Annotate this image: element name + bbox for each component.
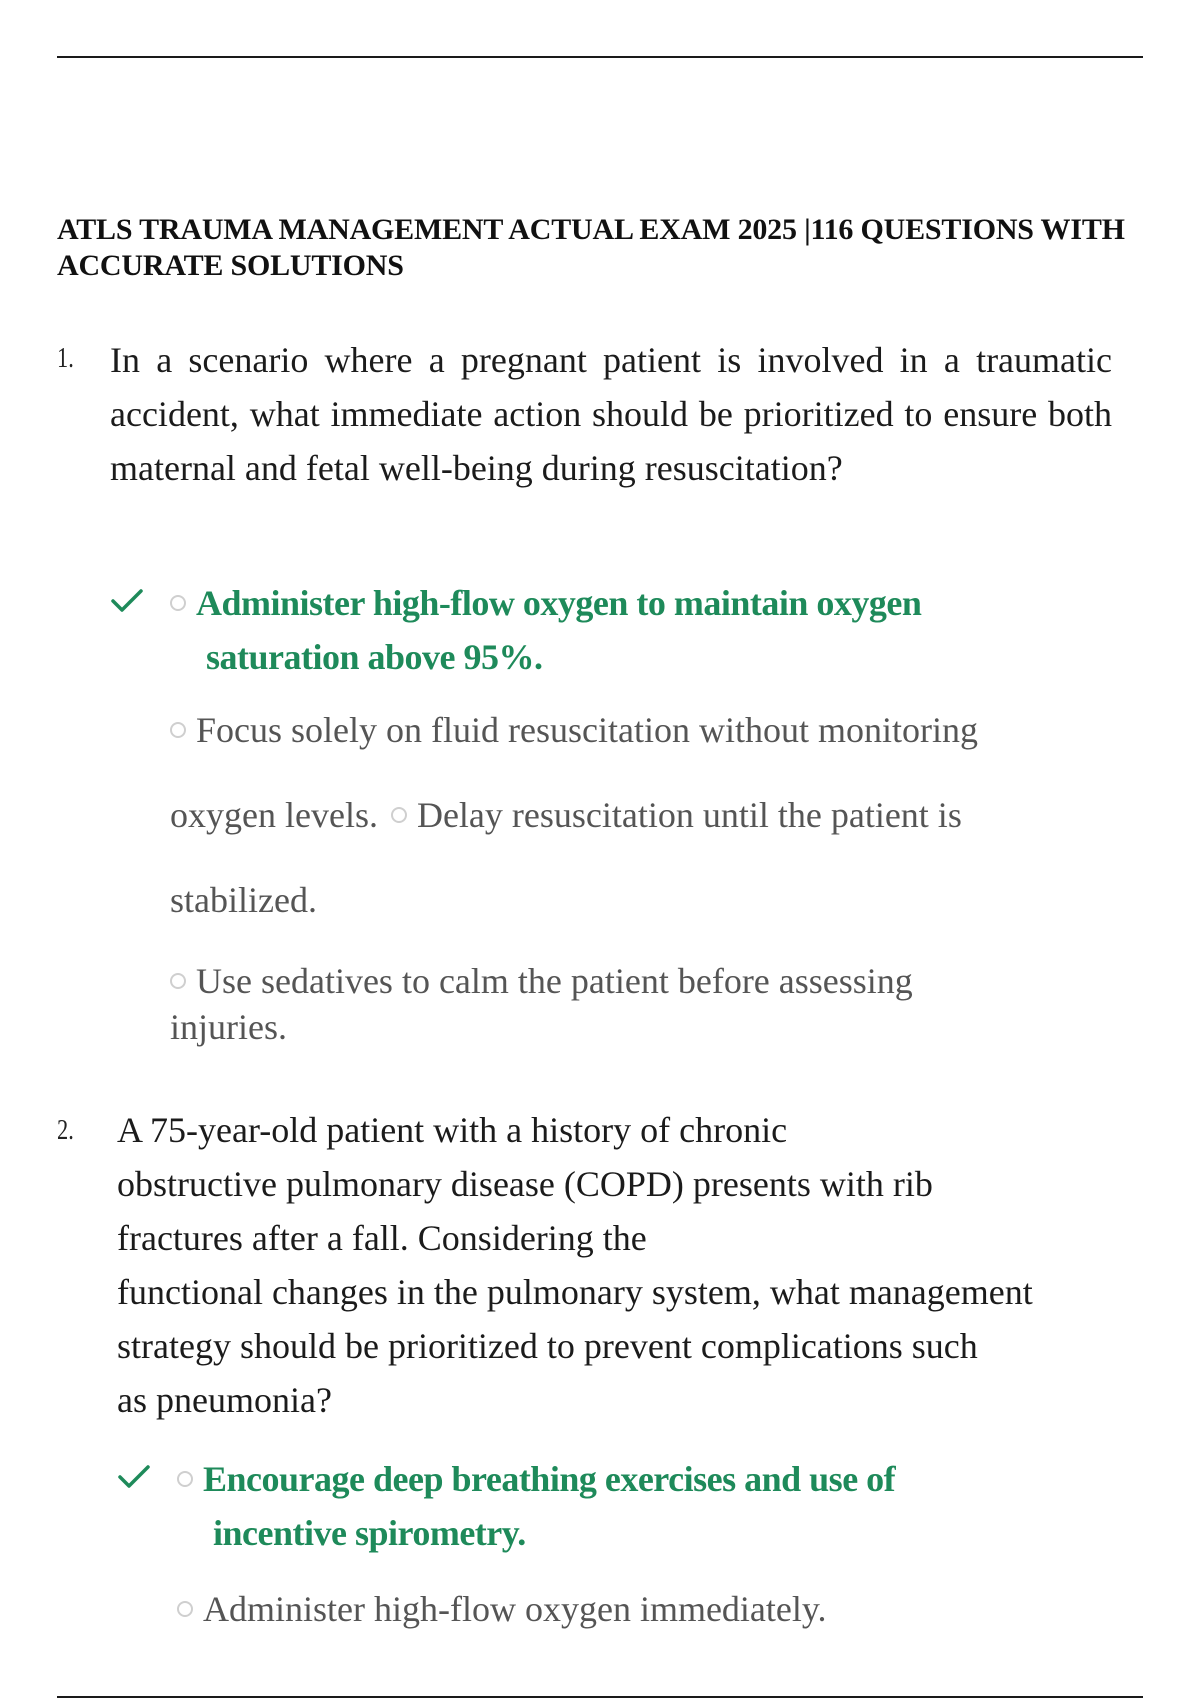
radio-circle-icon[interactable] xyxy=(177,1471,193,1487)
option-label: stabilized. xyxy=(170,880,317,920)
radio-circle-icon[interactable] xyxy=(391,807,407,823)
option-label: Delay resuscitation until the patient is xyxy=(416,795,962,835)
bottom-rule xyxy=(57,1696,1143,1698)
top-rule xyxy=(57,56,1143,58)
question-text-line: as pneumonia? xyxy=(117,1380,332,1420)
answer-option-continued xyxy=(170,873,317,927)
question-text-line: strategy should be prioritized to prevent complications such xyxy=(117,1326,978,1366)
answer-option[interactable] xyxy=(170,703,978,757)
option-label: saturation above 95%. xyxy=(206,637,543,677)
answer-option-correct[interactable] xyxy=(177,1452,895,1560)
answer-option-correct[interactable] xyxy=(170,576,921,684)
option-label: injuries. xyxy=(170,1007,287,1047)
option-label: incentive spirometry. xyxy=(213,1513,526,1553)
document-title: ATLS TRAUMA MANAGEMENT ACTUAL EXAM 2025 |116 QUESTIONS WITH ACCURATE SOLUTIONS xyxy=(57,213,1125,282)
question-text-line: A 75-year-old patient with a history of chronic xyxy=(117,1110,788,1150)
question-number: 1. xyxy=(57,343,74,374)
radio-circle-icon[interactable] xyxy=(177,1601,193,1617)
option-label: Use sedatives to calm the patient before assessing xyxy=(196,961,913,1001)
question-text-line: fractures after a fall. Considering the xyxy=(117,1218,647,1258)
question-text: In a scenario where a pregnant patient is involved in a traumatic accident, what immediate action should be prioritized to ensure both maternal and fetal well-being during resuscitation? xyxy=(110,340,1112,488)
option-label: Focus solely on fluid resuscitation without monitoring xyxy=(196,710,978,750)
answer-option[interactable] xyxy=(170,958,913,1050)
check-icon xyxy=(110,588,144,614)
radio-circle-icon[interactable] xyxy=(170,595,186,611)
question-text-line: obstructive pulmonary disease (COPD) presents with rib xyxy=(117,1164,933,1204)
option-label: Administer high-flow oxygen to maintain oxygen xyxy=(196,583,922,623)
check-icon xyxy=(117,1464,151,1490)
option-label: Encourage deep breathing exercises and use of xyxy=(203,1459,896,1499)
option-label: Administer high-flow oxygen immediately. xyxy=(203,1589,827,1629)
question-number: 2. xyxy=(57,1115,74,1146)
radio-circle-icon[interactable] xyxy=(170,722,186,738)
answer-option[interactable] xyxy=(170,788,962,842)
answer-option[interactable] xyxy=(177,1582,827,1636)
option-label: oxygen levels. xyxy=(170,795,378,835)
radio-circle-icon[interactable] xyxy=(170,973,186,989)
question-text-line: functional changes in the pulmonary system, what management xyxy=(117,1272,1033,1312)
question-text xyxy=(117,1103,1147,1427)
